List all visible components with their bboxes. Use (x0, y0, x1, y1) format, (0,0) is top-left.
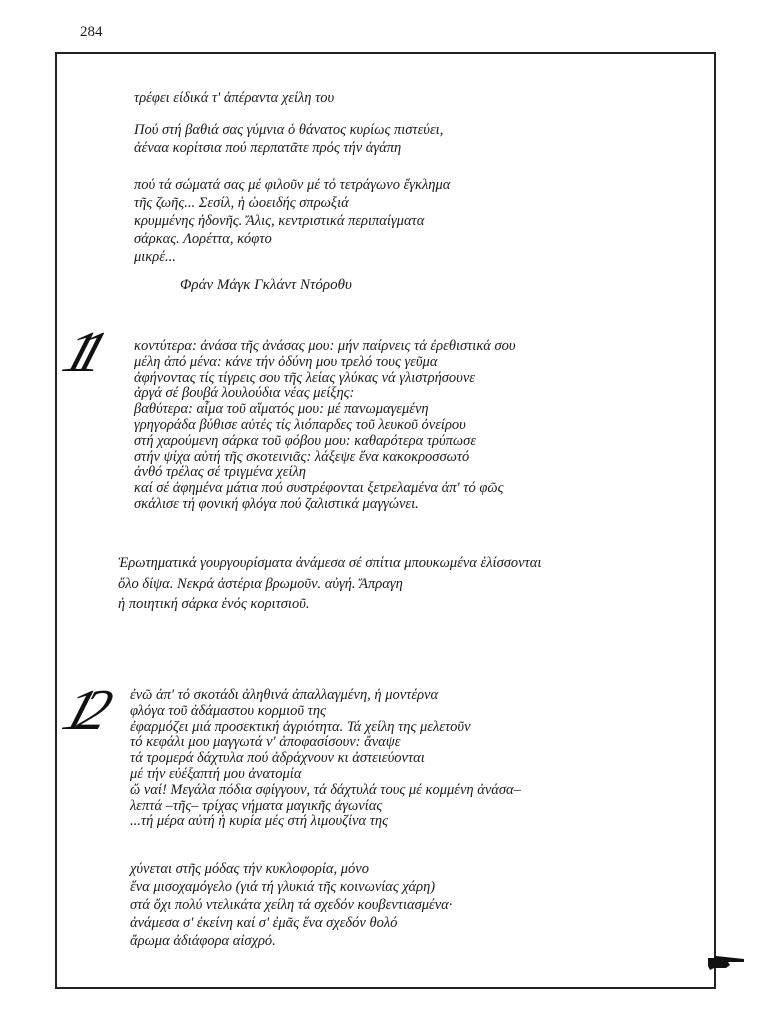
poem-line: μέλη ἀπό μένα: κάνε τήν ὀδύνη μου τρελό τους γεῦμα (134, 353, 438, 370)
page-number: 284 (80, 24, 103, 40)
pointing-hand-icon (706, 954, 746, 976)
poem-line: ἀνθό τρέλας σέ τριγμένα χείλη (134, 464, 306, 481)
poem-line: ἀνάμεσα σ' ἐκείνη καί σ' ἐμᾶς ἕνα σχεδόν θολό (130, 915, 398, 931)
signature: Φράν Μάγκ Γκλάντ Ντόροθυ (180, 277, 352, 293)
poem-line: σκάλισε τή φονική φλόγα πού ζαλιστικά μαγγώνει. (134, 495, 419, 512)
poem-line: ...τή μέρα αὐτή ἡ κυρία μές στή λιμουζίνα της (130, 813, 388, 830)
poem-line: στά ὄχι πολύ ντελικάτα χείλη τά σχεδόν κουβεντιασμένα· (130, 897, 453, 913)
poem-line: βαθύτερα: αἷμα τοῦ αἵματός μου: μέ πανωμαγεμένη (134, 401, 429, 418)
section-number-11: 11 (55, 319, 103, 384)
poem-line: πού τά σώματά σας μέ φιλοῦν μέ τό τετράγωνο ἔγκλημα (134, 177, 451, 193)
poem-line: λεπτά –τῆς– τρίχας νήματα μαγικῆς ἀγωνίας (130, 797, 383, 814)
section-11-coda (118, 553, 541, 615)
poem-line: χύνεται στῆς μόδας τήν κυκλοφορία, μόνο (130, 861, 369, 877)
poem-line: ἀργά σέ βουβά λουλούδια νέας μείξης: (134, 385, 355, 402)
poem-line: ἡ ποιητική σάρκα ἑνός κοριτσιοῦ. (118, 596, 310, 612)
section-12-stanza-2 (130, 860, 452, 950)
poem-line: τό κεφάλι μου μαγγωτά ν' ἀποφασίσουν: ἄναψε (130, 734, 401, 751)
poem-line: Ἐρωτηματικά γουργουρίσματα ἀνάμεσα σέ σπίτια μπουκωμένα ἑλίσσονται (118, 555, 542, 571)
poem-line: μικρέ... (134, 249, 176, 265)
poem-line: τρέφει είδικά τ' ἀπέραντα χείλη του (134, 90, 335, 106)
poem-line: γρηγοράδα βύθισε αὐτές τίς λιόπαρδες τοῦ λευκοῦ ὀνείρου (134, 416, 466, 433)
poem-line: σάρκας. Λορέττα, κόφτο (134, 231, 272, 247)
poem-line: ἐφαρμόζει μιά προσεκτική ἀγριότητα. Τά χείλη της μελετοῦν (130, 718, 471, 735)
poem-line: στή χαρούμενη σάρκα τοῦ φόβου μου: καθαρότερα τρύπωσε (134, 432, 477, 449)
poem-line: Πού στή βαθιά σας γύμνια ὁ θάνατος κυρίως πιστεύει, (134, 122, 444, 138)
poem-line: τά τρομερά δάχτυλα πού ἀδράχνουν κι ἀστειεύονται (130, 750, 425, 767)
poem-line: ἀφήνοντας τίς τίγρεις σου τῆς λείας γλύκας νά γλιστρήσουνε (134, 369, 475, 386)
poem-line: φλόγα τοῦ ἀδάμαστου κορμιοῦ της (130, 702, 326, 719)
poem-line: ἐνῶ ἀπ' τό σκοτάδι ἀληθινά ἀπαλλαγμένη, ἡ μοντέρνα (130, 687, 439, 703)
poem-line: καί σέ ἀφημένα μάτια πού συστρέφονται ξετρελαμένα ἀπ' τό φῶς (134, 480, 504, 497)
intro-stanza-3 (134, 176, 450, 266)
poem-line: μέ τήν εὐέξαπτή μου ἀνατομία (130, 765, 302, 782)
section-number-12: 12 (55, 677, 107, 742)
poem-line: κοντύτερα: ἀνάσα τῆς ἀνάσας μου: μήν παίρνεις τά ἐρεθιστικά σου (134, 338, 516, 354)
section-12-stanza (130, 688, 521, 830)
intro-stanza-2 (134, 121, 443, 157)
poem-line: τῆς ζωῆς... Σεσίλ, ἡ ὠοειδής σπρωξιά (134, 195, 349, 211)
poem-line: ὅλο δίψα. Νεκρά ἀστέρια βρωμοῦν. αὐγή. Ἄπραγη (118, 575, 403, 592)
poem-line: κρυμμένης ἡδονῆς. Ἄλις, κεντριστικά περιπαίγματα (134, 213, 425, 229)
intro-line (134, 89, 334, 107)
poem-line: στήν ψίχα αὐτή τῆς σκοτεινιᾶς: λάξεψε ἕνα κακοκροσσωτό (134, 448, 470, 465)
poem-line: ἕνα μισοχαμόγελο (γιά τή γλυκιά τῆς κοινωνίας χάρη) (130, 879, 436, 895)
poem-line: ἀέναα κορίτσια πού περπατᾶτε πρός τήν ἀγάπη (134, 140, 402, 156)
section-11-stanza (134, 339, 516, 513)
poem-line: ὤ ναί! Μεγάλα πόδια σφίγγουν, τά δάχτυλά τους μέ κομμένη ἀνάσα– (130, 781, 521, 798)
poem-line: ἄρωμα ἀδιάφορα αἰσχρό. (130, 933, 276, 949)
